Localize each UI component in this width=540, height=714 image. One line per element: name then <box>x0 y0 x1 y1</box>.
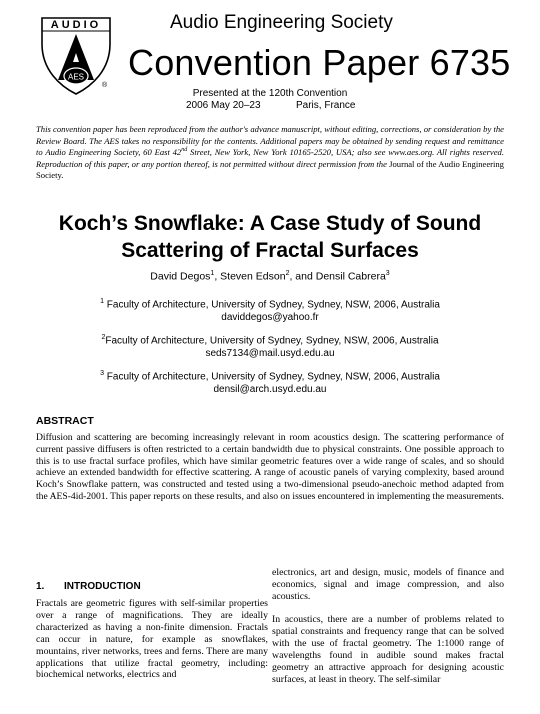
intro-number: 1. <box>36 581 45 592</box>
disclaimer-text-2: Street, New York, New York 10165-2520, USA; also see www.aes.org. All rights reserved. Reproduction of this paper, or any portion thereof, is not permitted without direct permission from the <box>36 147 504 169</box>
abstract-text: Diffusion and scattering are becoming increasingly relevant in room acoustics design. The scattering performance of current passive diffusers is often restricted to a certain bandwidth due to physical constraints. One possible approach to this is to use fractal surface profiles, which have similar geometric features over a wide range of scales, and so should achieve an extended bandwidth for effective scattering. A range of acoustic panels of varying complexity, based around Koch’s Snowflake pattern, was constructed and tested using a two-dimensional pseudo-anechoic method adapted from the AES-4id-2001. This paper reports on these results, and also on issues encountered in implementing the measurements. <box>36 432 504 502</box>
author-name: David Degos <box>150 270 211 283</box>
affiliation-text: Faculty of Architecture, University of Sydney, Sydney, NSW, 2006, Australia <box>104 371 440 383</box>
logo-registered-mark: ® <box>102 82 108 89</box>
article-title-line-1: Koch’s Snowflake: A Case Study of Sound <box>58 212 482 235</box>
author-separator: , and <box>289 270 316 283</box>
affiliation-mark: 1 <box>100 298 104 305</box>
logo-top-text: AUDIO <box>50 19 102 31</box>
disclaimer-superscript: nd <box>181 147 188 154</box>
affiliation-text: Faculty of Architecture, University of Sydney, Sydney, NSW, 2006, Australia <box>105 335 439 347</box>
logo-badge-text: AES <box>67 72 85 82</box>
affiliation-mark: 3 <box>100 370 104 377</box>
article-title-line-2: Scattering of Fractal Surfaces <box>121 239 419 262</box>
intro-column-1: Fractals are geometric figures with self-similar properties over a range of magnifications. They are ideally characterized as having a non-finite dimension. Fractals can occur in nature, for example as snowflakes, mountains, river networks, trees and ferns. There are many applications that utilize fractal geometry, including: biochemical networks, electrics and <box>36 598 268 681</box>
affiliation-email: densil@arch.usyd.edu.au <box>213 383 327 395</box>
affiliation-text: Faculty of Architecture, University of Sydney, Sydney, NSW, 2006, Australia <box>104 299 440 311</box>
intro-heading <box>36 581 141 592</box>
affiliation-3 <box>0 368 540 396</box>
author-affiliation-mark: 3 <box>385 270 390 277</box>
disclaimer-text-1: This convention paper has been reproduced from the author's advance manuscript, without editing, corrections, or consideration by the Review Board. The AES takes no responsibility for the contents. Additional papers may be obtained by sending request and remittance to Audio Engineering Society, 60 East 42 <box>36 124 504 157</box>
author-list <box>0 270 540 283</box>
author-affiliation-mark: 2 <box>285 270 290 277</box>
article-title <box>20 210 520 264</box>
affiliation-email: daviddegos@yahoo.fr <box>221 311 319 323</box>
org-name: Audio Engineering Society <box>170 12 393 33</box>
disclaimer-period: . <box>61 170 64 180</box>
affiliation-email: seds7134@mail.usyd.edu.au <box>205 347 335 359</box>
convention-date: 2006 May 20–23 <box>186 100 261 111</box>
intro-title: INTRODUCTION <box>64 581 141 592</box>
presented-at: Presented at the 120th Convention <box>192 88 348 99</box>
affiliation-2 <box>0 332 540 360</box>
author-separator: , <box>214 270 221 283</box>
aes-logo-graphic <box>36 14 116 96</box>
aes-logo-icon <box>36 14 116 96</box>
paper-title: Convention Paper 6735 <box>128 42 511 83</box>
convention-place: Paris, France <box>296 100 356 111</box>
disclaimer-journal: Journal of the Audio Engineering Society <box>36 158 504 180</box>
intro-column-2-para-1: electronics, art and design, music, models of finance and economics, signal and image compression, and also acoustics. <box>272 567 504 602</box>
author-name: Steven Edson <box>220 270 286 283</box>
author-affiliation-mark: 1 <box>210 270 215 277</box>
affiliation-1 <box>0 296 540 324</box>
author-name: Densil Cabrera <box>315 270 386 283</box>
affiliation-mark: 2 <box>101 334 106 341</box>
intro-column-2-para-2: In acoustics, there are a number of problems related to spatial constraints and frequency range that can be solved with the use of fractal geometry. The 1:1000 range of wavelengths found in audible sound makes fractal geometry an attractive approach for designing acoustic surfaces, at least in theory. The self-similar <box>272 614 504 685</box>
abstract-heading: ABSTRACT <box>36 415 94 427</box>
disclaimer <box>36 124 504 182</box>
